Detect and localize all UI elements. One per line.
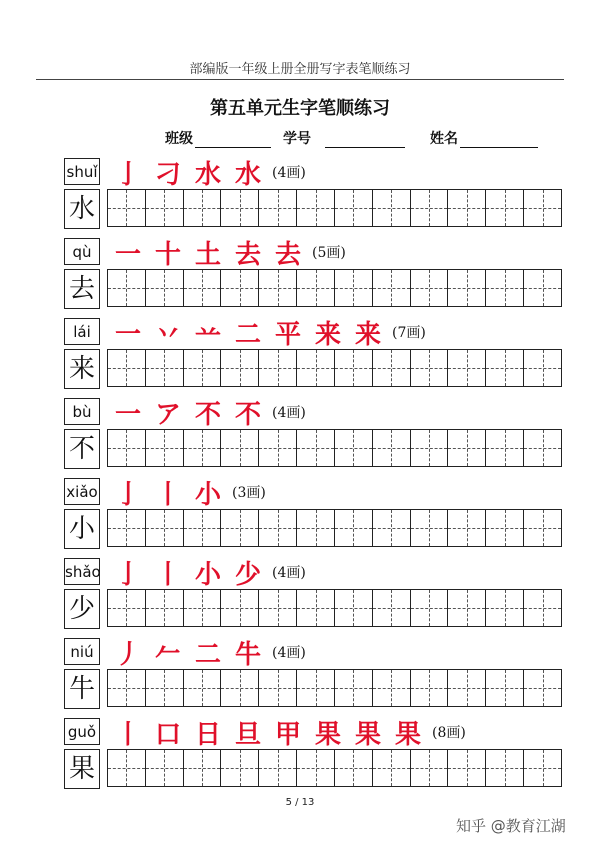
tianzige-cell[interactable] [259, 190, 297, 226]
tianzige-cell[interactable] [448, 270, 486, 306]
practice-row [64, 158, 564, 232]
watermark: 知乎 @教育江湖 [456, 817, 566, 835]
tianzige-cell[interactable] [524, 590, 561, 626]
stroke-order [108, 638, 306, 670]
writing-grid [107, 269, 562, 307]
tianzige-cell[interactable] [524, 350, 561, 386]
tianzige-cell[interactable] [411, 190, 449, 226]
stroke-step: 果 [394, 719, 421, 750]
tianzige-cell[interactable] [486, 590, 524, 626]
practice-row [64, 638, 564, 712]
writing-grid [107, 429, 562, 467]
tianzige-cell[interactable] [448, 190, 486, 226]
page-number: 5 / 13 [285, 797, 315, 808]
tianzige-cell[interactable] [184, 190, 222, 226]
stroke-step: 少 [234, 559, 261, 590]
tianzige-cell[interactable] [184, 350, 222, 386]
name-label: 姓名 [430, 131, 458, 147]
running-head: 部编版一年级上册全册写字表笔顺练习 [189, 62, 411, 77]
tianzige-cell[interactable] [146, 350, 184, 386]
writing-grid [107, 589, 562, 627]
character-box: 小 [64, 509, 100, 549]
stroke-order [108, 718, 466, 750]
tianzige-cell[interactable] [221, 350, 259, 386]
character-box: 水 [64, 189, 100, 229]
tianzige-cell[interactable] [146, 750, 184, 786]
stroke-step: 亅 [114, 159, 141, 190]
stroke-step: 果 [354, 719, 381, 750]
tianzige-cell[interactable] [373, 190, 411, 226]
practice-row [64, 398, 564, 472]
stroke-order [108, 158, 306, 190]
tianzige-cell[interactable] [184, 430, 222, 466]
tianzige-cell[interactable] [184, 590, 222, 626]
stroke-step: 甲 [274, 719, 301, 750]
writing-grid [107, 349, 562, 387]
pinyin-box: guǒ [64, 718, 100, 745]
writing-grid [107, 509, 562, 547]
stroke-step: 口 [154, 719, 181, 750]
writing-grid [107, 669, 562, 707]
stroke-step: 丨 [114, 719, 141, 750]
character-box: 不 [64, 429, 100, 469]
tianzige-cell[interactable] [524, 430, 561, 466]
practice-row [64, 478, 564, 552]
tianzige-cell[interactable] [448, 590, 486, 626]
stroke-step: 去 [274, 239, 301, 270]
pinyin-box: shuǐ [64, 158, 100, 185]
tianzige-cell[interactable] [146, 430, 184, 466]
tianzige-cell[interactable] [335, 190, 373, 226]
tianzige-cell[interactable] [486, 270, 524, 306]
tianzige-cell[interactable] [486, 430, 524, 466]
tianzige-cell[interactable] [259, 670, 297, 706]
page-title: 第五单元生字笔顺练习 [210, 98, 390, 119]
tianzige-cell[interactable] [486, 190, 524, 226]
stroke-step: 一 [114, 239, 141, 270]
tianzige-cell[interactable] [146, 190, 184, 226]
tianzige-cell[interactable] [184, 510, 222, 546]
tianzige-cell[interactable] [486, 350, 524, 386]
tianzige-cell[interactable] [108, 430, 146, 466]
pinyin-box: qù [64, 238, 100, 265]
tianzige-cell[interactable] [146, 670, 184, 706]
character-box: 果 [64, 749, 100, 789]
stroke-count: (4画) [272, 565, 306, 581]
tianzige-cell[interactable] [221, 750, 259, 786]
tianzige-cell[interactable] [221, 430, 259, 466]
tianzige-cell[interactable] [297, 190, 335, 226]
pinyin-box: shǎo [64, 558, 100, 585]
tianzige-cell[interactable] [221, 670, 259, 706]
tianzige-cell[interactable] [335, 350, 373, 386]
stroke-step: 丿 [114, 639, 141, 670]
tianzige-cell[interactable] [448, 750, 486, 786]
tianzige-cell[interactable] [335, 590, 373, 626]
number-label: 学号 [283, 131, 311, 147]
tianzige-cell[interactable] [486, 750, 524, 786]
stroke-count: (7画) [392, 325, 426, 341]
stroke-order [108, 398, 306, 430]
tianzige-cell[interactable] [108, 590, 146, 626]
stroke-step: 平 [274, 319, 301, 350]
stroke-step: 果 [314, 719, 341, 750]
stroke-order [108, 238, 346, 270]
tianzige-cell[interactable] [108, 510, 146, 546]
practice-row [64, 718, 564, 792]
stroke-step: 来 [354, 319, 381, 350]
tianzige-cell[interactable] [108, 270, 146, 306]
stroke-step: ア [154, 399, 181, 430]
stroke-count: (4画) [272, 165, 306, 181]
tianzige-cell[interactable] [448, 510, 486, 546]
tianzige-cell[interactable] [297, 510, 335, 546]
tianzige-cell[interactable] [297, 750, 335, 786]
stroke-step: 䒑 [194, 319, 221, 350]
tianzige-cell[interactable] [411, 270, 449, 306]
pinyin-box: lái [64, 318, 100, 345]
tianzige-cell[interactable] [524, 270, 561, 306]
stroke-step: 去 [234, 239, 261, 270]
stroke-order [108, 318, 426, 350]
tianzige-cell[interactable] [259, 270, 297, 306]
tianzige-cell[interactable] [259, 350, 297, 386]
tianzige-cell[interactable] [411, 430, 449, 466]
tianzige-cell[interactable] [108, 190, 146, 226]
tianzige-cell[interactable] [411, 510, 449, 546]
stroke-step: 日 [194, 719, 221, 750]
tianzige-cell[interactable] [524, 510, 561, 546]
tianzige-cell[interactable] [259, 510, 297, 546]
tianzige-cell[interactable] [108, 670, 146, 706]
tianzige-cell[interactable] [297, 350, 335, 386]
stroke-count: (4画) [272, 405, 306, 421]
stroke-step: 丷 [154, 319, 181, 350]
pinyin-box: bù [64, 398, 100, 425]
tianzige-cell[interactable] [297, 270, 335, 306]
stroke-step: 旦 [234, 719, 261, 750]
class-blank [195, 133, 271, 148]
tianzige-cell[interactable] [259, 590, 297, 626]
name-field [430, 128, 538, 150]
tianzige-cell[interactable] [373, 590, 411, 626]
tianzige-cell[interactable] [221, 270, 259, 306]
stroke-count: (4画) [272, 645, 306, 661]
tianzige-cell[interactable] [486, 510, 524, 546]
writing-grid [107, 189, 562, 227]
stroke-step: 二 [234, 319, 261, 350]
tianzige-cell[interactable] [221, 190, 259, 226]
tianzige-cell[interactable] [146, 270, 184, 306]
tianzige-cell[interactable] [221, 510, 259, 546]
tianzige-cell[interactable] [146, 590, 184, 626]
stroke-count: (5画) [312, 245, 346, 261]
stroke-order [108, 478, 266, 510]
character-box: 去 [64, 269, 100, 309]
stroke-step: 丨 [154, 479, 181, 510]
tianzige-cell[interactable] [335, 430, 373, 466]
stroke-step: 来 [314, 319, 341, 350]
tianzige-cell[interactable] [373, 750, 411, 786]
tianzige-cell[interactable] [335, 670, 373, 706]
stroke-step: 水 [194, 159, 221, 190]
practice-row [64, 318, 564, 392]
practice-row [64, 558, 564, 632]
tianzige-cell[interactable] [335, 750, 373, 786]
stroke-step: 不 [234, 399, 261, 430]
header-rule [36, 79, 564, 80]
pinyin-box: xiǎo [64, 478, 100, 505]
stroke-step: 二 [194, 639, 221, 670]
stroke-step: 亅 [114, 479, 141, 510]
tianzige-cell[interactable] [184, 750, 222, 786]
tianzige-cell[interactable] [297, 430, 335, 466]
name-blank [460, 133, 538, 148]
tianzige-cell[interactable] [184, 670, 222, 706]
tianzige-cell[interactable] [373, 350, 411, 386]
stroke-step: 一 [114, 319, 141, 350]
tianzige-cell[interactable] [373, 270, 411, 306]
practice-row [64, 238, 564, 312]
tianzige-cell[interactable] [448, 670, 486, 706]
class-field [165, 128, 271, 150]
tianzige-cell[interactable] [146, 510, 184, 546]
character-box: 来 [64, 349, 100, 389]
tianzige-cell[interactable] [259, 750, 297, 786]
tianzige-cell[interactable] [411, 350, 449, 386]
tianzige-cell[interactable] [373, 670, 411, 706]
tianzige-cell[interactable] [524, 750, 561, 786]
writing-grid [107, 749, 562, 787]
tianzige-cell[interactable] [524, 670, 561, 706]
stroke-count: (3画) [232, 485, 266, 501]
number-blank [325, 133, 405, 148]
character-box: 牛 [64, 669, 100, 709]
tianzige-cell[interactable] [259, 430, 297, 466]
stroke-step: 刁 [154, 159, 181, 190]
tianzige-cell[interactable] [184, 270, 222, 306]
stroke-step: 水 [234, 159, 261, 190]
character-box: 少 [64, 589, 100, 629]
stroke-step: 一 [114, 399, 141, 430]
tianzige-cell[interactable] [411, 590, 449, 626]
tianzige-cell[interactable] [221, 590, 259, 626]
tianzige-cell[interactable] [411, 750, 449, 786]
stroke-step: 小 [194, 479, 221, 510]
tianzige-cell[interactable] [486, 670, 524, 706]
stroke-step: 𠂉 [154, 639, 181, 670]
tianzige-cell[interactable] [335, 510, 373, 546]
stroke-step: 牛 [234, 639, 261, 670]
stroke-count: (8画) [432, 725, 466, 741]
stroke-step: 土 [194, 239, 221, 270]
tianzige-cell[interactable] [448, 430, 486, 466]
tianzige-cell[interactable] [524, 190, 561, 226]
stroke-step: 丨 [154, 559, 181, 590]
tianzige-cell[interactable] [297, 670, 335, 706]
tianzige-cell[interactable] [108, 750, 146, 786]
stroke-step: 亅 [114, 559, 141, 590]
tianzige-cell[interactable] [297, 590, 335, 626]
tianzige-cell[interactable] [335, 270, 373, 306]
stroke-step: 小 [194, 559, 221, 590]
stroke-step: 十 [154, 239, 181, 270]
stroke-order [108, 558, 306, 590]
stroke-step: 不 [194, 399, 221, 430]
tianzige-cell[interactable] [108, 350, 146, 386]
tianzige-cell[interactable] [411, 670, 449, 706]
tianzige-cell[interactable] [373, 430, 411, 466]
class-label: 班级 [165, 131, 193, 147]
tianzige-cell[interactable] [448, 350, 486, 386]
pinyin-box: niú [64, 638, 100, 665]
tianzige-cell[interactable] [373, 510, 411, 546]
number-field [283, 128, 405, 150]
